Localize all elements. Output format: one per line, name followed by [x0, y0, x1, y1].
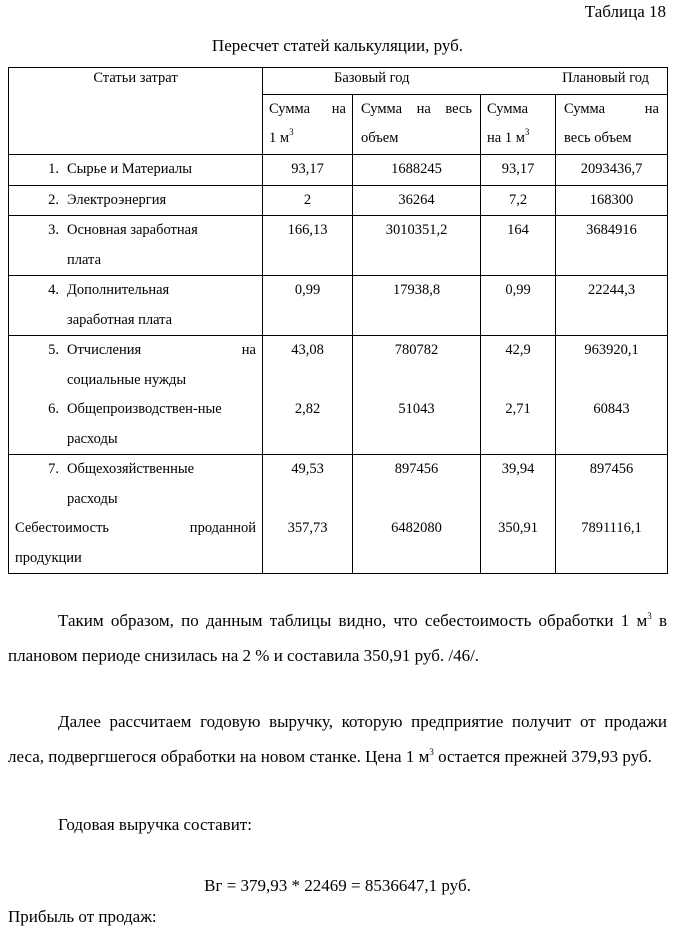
cost-table — [8, 67, 668, 574]
table-row: 1. Сырье и Материалы 93,17 1688245 93,17 2093436,7 — [9, 155, 668, 186]
paragraph-1: Таким образом, по данным таблицы видно, что себестоимость обработки 1 $м^3$ в плановом периоде снизилась на 2 % и составила 350,91 руб. /46/. — [8, 611, 667, 665]
table-row: 2. Электроэнергия 2 36264 7,2 168300 — [9, 185, 668, 216]
paragraph-2: Далее рассчитаем годовую выручку, которую предприятие получит от продажи леса, подвергшегося обработки на новом станке. Цена 1 $м^3$ остается прежней 379,93 руб. — [8, 712, 667, 766]
header-base-total: Сумма на весь объем — [353, 95, 481, 155]
table-row: 4. Дополнительная заработная плата 0,99 17938,8 0,99 22244,3 — [9, 276, 668, 336]
revenue-formula: Вг = 379,93 * 22469 = 8536647,1 руб. — [204, 876, 471, 895]
table-title: Пересчет статей калькуляции, руб. — [211, 36, 464, 55]
header-plan-total: Сумма на весь объем — [556, 95, 668, 155]
table-number: Таблица 18 — [584, 2, 666, 21]
table-row: 5. Отчисления на социальные нужды 6. Общепроизводствен-ные расходы 43,08 2,82 780782 51043 42,9 2,71 963920,1 60843 — [9, 336, 668, 455]
header-plan-year: Плановый год — [481, 68, 668, 95]
paragraph-3: Годовая выручка составит: — [58, 815, 252, 834]
table-row: 3. Основная заработная плата 166,13 3010351,2 164 3684916 — [9, 216, 668, 276]
table-row: 7. Общехозяйственные расходы Себестоимость проданной продукции 49,53 357,73 897456 6482080 39,94 350,91 897456 7891116,1 — [9, 455, 668, 574]
header-plan-per-unit: Сумма на 1 $м^3$ — [481, 95, 556, 155]
footer-text: Прибыль от продаж: — [8, 907, 157, 926]
header-base-per-unit: Сумма на 1 $м^3$ — [263, 95, 353, 155]
header-base-year: Базовый год — [263, 68, 481, 95]
header-items: Статьи затрат — [9, 68, 263, 155]
header-row — [9, 68, 668, 95]
